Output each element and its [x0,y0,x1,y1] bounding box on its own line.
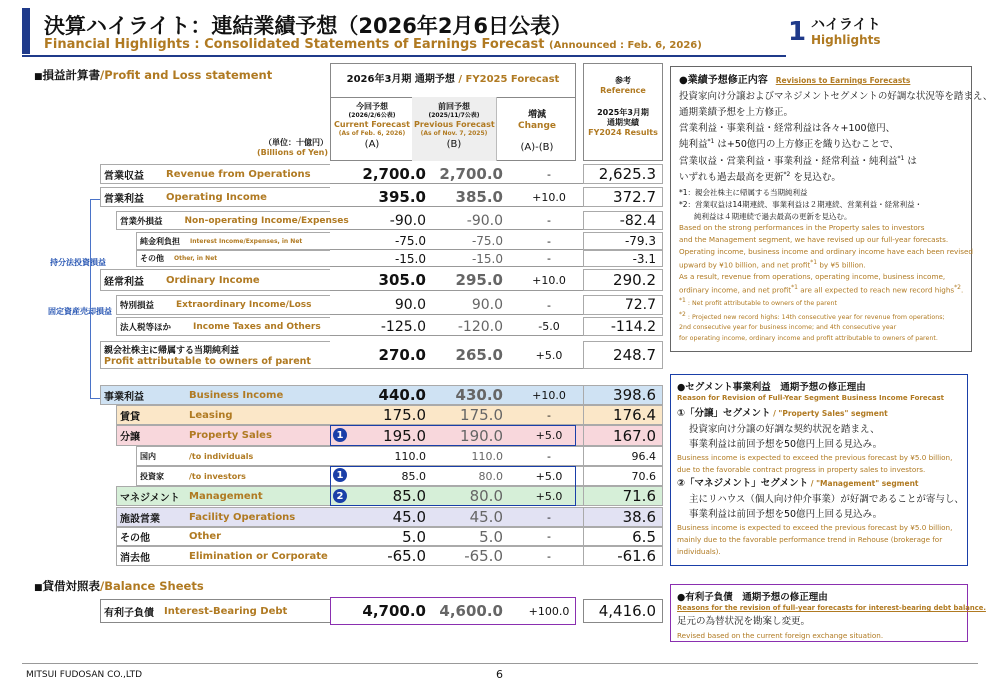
segment-reason-1-head-en: / "Property Sales" segment [770,408,888,418]
bs-title-jp: 貸借対照表 [42,579,101,593]
segment-label-en: Property Sales [189,430,272,441]
row-reference: 290.2 [613,271,656,289]
col-change-jp: 増減 [527,110,546,120]
title-accent-bar [22,8,30,54]
col-reference-en2: FY2024 Results [588,128,658,137]
header-col-divider [496,97,497,161]
row-reference: -82.4 [619,212,656,229]
col-current-jp: 今回予想 [356,102,388,111]
segment-change: +10.0 [532,388,566,402]
page-subtitle [44,37,702,52]
row-label [120,211,349,230]
col-current-tag: (A) [364,139,380,150]
panel-revisions-title [679,71,963,86]
segment-change: - [547,408,551,422]
badge-2-icon: 2 [333,489,347,503]
col-current-date: (2026/2/6公表) [348,112,396,119]
row-label-jp: 法人税等ほか [120,322,172,333]
segment-current: 5.0 [402,527,426,546]
panel-revisions-en-line: As a result, revenue from operations, operating income, business income, [679,272,946,282]
segment-label [120,405,233,425]
row-current: -90.0 [389,212,426,229]
segment-previous: 45.0 [469,508,503,526]
segment-label-en: /to individuals [189,451,254,461]
segment-row [100,385,662,405]
segment-reference: 176.4 [613,406,656,424]
row-underline [330,335,583,336]
pl-row [100,269,662,291]
bs-previous: 4,600.0 [439,602,503,620]
segment-label [120,486,263,506]
panel-revisions-note: *2：営業収益は14期連続、事業利益は２期連続、営業利益・経常利益・ [679,199,923,209]
pl-row [100,232,662,250]
row-current: 2,700.0 [362,165,426,183]
segment-current: 195.0 [383,426,426,445]
segment-reference: 398.6 [613,386,656,404]
section-label-jp: ハイライト [811,17,881,33]
segment-reference: 70.6 [631,469,656,483]
row-label [104,164,311,184]
segment-label-jp: 国内 [140,451,156,461]
row-change: +10.0 [532,273,566,287]
row-change: - [547,234,551,248]
row-underline [330,314,583,315]
col-previous-as: (As of Nov. 7, 2025) [420,129,488,137]
unit-label-jp: （単位：十億円） [264,138,328,147]
col-previous-date: (2025/11/7公表) [428,112,480,119]
segment-current: 85.0 [392,487,426,505]
connector-line [90,199,91,398]
row-label [104,341,311,369]
page-subtitle-text: Financial Highlights : Consolidated Statements of Earnings Forecast [44,37,545,52]
row-current: 90.0 [394,297,426,313]
panel-revisions-jp-line: 投資家向け分譲およびマネジメントセグメントの好調な状況等を踏まえ、 [679,91,993,102]
segment-current: 175.0 [383,406,426,424]
row-label [140,250,217,267]
segment-reference: 96.4 [631,449,656,463]
segment-change: +5.0 [535,429,563,442]
col-reference [583,76,663,138]
pl-row [100,341,662,369]
segment-reason-2-head [677,476,961,492]
segment-reason-1-head-jp: ①「分譲」セグメント [677,407,771,419]
bs-label [104,599,287,623]
panel-revisions-note: 純利益は４期連続で過去最高の更新を見込む。 [679,211,852,221]
row-previous: 385.0 [455,188,503,206]
col-current [332,102,412,152]
panel-revisions [670,66,993,352]
row-label-jp: 経常利益 [104,276,144,288]
col-reference-jp: 参考 [615,76,631,85]
segment-label [120,425,272,446]
panel-segment-reason [670,374,968,566]
panel-revisions-note: *1：親会社株主に帰属する当期純利益 [679,188,808,198]
segment-reference: 167.0 [613,426,656,445]
panel-revisions-notes [679,187,963,222]
segment-reason-2-en3: individuals). [677,547,721,557]
row-change: - [547,298,551,312]
row-previous: 295.0 [455,271,503,289]
row-label [140,232,302,250]
segment-change: - [547,549,551,563]
segment-row [100,527,662,546]
section-number: 1 [788,17,807,47]
col-change [498,110,576,154]
segment-previous: 80.0 [478,469,503,483]
header-rule [22,55,786,57]
investors-management-highlight [330,466,576,506]
segment-change: +5.0 [535,489,563,503]
row-label-en: Profit attributable to owners of parent [104,356,311,367]
segment-change: - [547,449,551,463]
row-label [120,295,312,315]
row-label-jp: 親会社株主に帰属する当期純利益 [104,346,240,356]
panel-debt-title-en: Reasons for the revision of full-year forecasts for interest-bearing debt balance. [677,604,986,612]
panel-revisions-en-line: *2 : Projected new record highs: 14th consecutive year for revenue from operations; [679,310,945,321]
pl-row [100,164,662,184]
segment-change: - [547,510,551,524]
row-previous: -120.0 [457,318,503,335]
segment-label-en: Elimination or Corporate [189,550,328,562]
unit-label-en: (Billions of Yen) [256,148,328,157]
panel-revisions-title-jp: ●業績予想修正内容 [679,75,768,86]
row-reference: -79.3 [624,234,656,248]
row-underline [330,229,583,230]
row-previous: 90.0 [471,297,503,313]
bs-title-en: /Balance Sheets [100,579,204,593]
row-label-en: Non-operating Income/Expenses [184,215,349,226]
col-change-tag: (A)-(B) [520,141,554,153]
segment-label-en: Leasing [189,409,233,421]
segment-label [140,446,254,466]
row-label [104,187,267,207]
segment-reason-2-jp2: 事業利益は前回予想を50億円上回る見込み。 [689,509,883,521]
segment-label-en: Management [189,490,263,502]
row-previous: -15.0 [471,251,503,266]
segment-reason-1-jp1: 投資家向け分譲の好調な契約状況を踏まえ、 [689,423,880,435]
panel-revisions-en-line: for operating income, ordinary income and profit attributable to owners of parent. [679,334,938,342]
row-underline [330,206,583,207]
row-label-en: Other, in Net [174,255,218,262]
row-reference: 72.7 [624,297,656,313]
panel-revisions-en-line: and the Management segment, we have revised up our full-year forecasts. [679,235,949,245]
col-previous-tag: (B) [446,139,462,150]
bs-current: 4,700.0 [362,602,426,620]
pl-title-jp: 損益計算書 [42,68,101,82]
bs-label-jp: 有利子負債 [104,607,154,619]
page-title: 決算ハイライト：連結業績予想（2026年2月6日公表） [44,14,573,38]
segment-label-jp: 事業利益 [104,391,144,403]
row-reference: -3.1 [632,251,656,266]
connector-line [90,199,100,200]
segment-label [104,385,284,405]
row-label-jp: 純金利負担 [140,236,180,246]
segment-label-jp: 分譲 [120,432,140,443]
col-reference-jp2: 通期実績 [607,118,639,127]
side-label-fixed-assets: 固定資産売却損益 [48,307,112,316]
segment-change: - [547,530,551,543]
pl-row [100,211,662,230]
row-current: -125.0 [380,318,426,335]
pl-title-en: /Profit and Loss statement [100,68,273,82]
row-reference: 372.7 [613,188,656,206]
pl-section-title [34,67,272,83]
page-number: 6 [496,668,503,681]
segment-reason-1-en2: due to the favorable contract progress in property sales to investors. [677,464,926,474]
segment-reference: -61.6 [617,547,656,565]
panel-segment-title-en: Reason for Revision of Full-Year Segment Business Income Forecast [677,394,944,402]
row-label-en: Interest Income/Expenses, in Net [190,237,303,245]
bs-change: +100.0 [528,604,570,618]
segment-previous: -65.0 [464,547,503,565]
row-change: - [547,167,551,181]
row-label-jp: 営業外損益 [120,216,163,227]
bs-row-interest-bearing-debt [100,599,662,623]
row-label-en: Extraordinary Income/Loss [176,300,312,310]
segment-reason-2-en2: mainly due to the favorable performance trend in Rehouse (brokerage for [677,535,943,545]
forecast-header-jp: 2026年3月期 通期予想 [346,74,455,85]
segment-current: -65.0 [387,547,426,565]
badge-1-icon: 1 [333,428,347,442]
segment-reason-2-jp1: 主にリハウス（個人向け仲介事業）が好調であることが寄与し、 [689,493,964,505]
segment-label-en: Business Income [189,389,284,401]
panel-segment-title-jp: ●セグメント事業利益 通期予想の修正理由 [677,382,866,393]
row-change: -5.0 [538,320,560,333]
row-current: -75.0 [394,234,426,248]
segment-change: +5.0 [535,469,563,483]
segment-reason-2-head-jp: ②「マネジメント」セグメント [677,477,809,489]
panel-debt-jp: 足元の為替状況を勘案し変更。 [677,616,811,628]
row-underline [330,183,583,184]
segment-reference: 6.5 [632,527,656,546]
segment-label [120,546,328,566]
segment-previous: 175.0 [460,406,503,424]
row-change: +10.0 [532,190,566,204]
panel-revisions-en [679,222,973,344]
panel-debt-en: Revised based on the current foreign exchange situation. [677,631,884,641]
row-label [120,317,321,336]
row-label-jp: 営業利益 [104,193,144,205]
section-label-en: Highlights [811,33,881,47]
col-previous-en: Previous Forecast [414,119,495,129]
segment-previous: 5.0 [479,527,503,546]
row-previous: -90.0 [466,212,503,229]
row-label-en: Operating Income [166,191,267,203]
row-label [104,269,260,291]
segment-label-jp: その他 [120,533,150,544]
panel-debt-reason [670,584,986,642]
panel-revisions-jp-line: 営業収益・営業利益・事業利益・経常利益・純利益$^{*1}$ は [679,154,917,167]
row-reference: 248.7 [613,346,656,364]
panel-revisions-jp-line: いずれも過去最高を更新$^{*2}$ を見込む。 [679,171,841,184]
panel-revisions-en-line: 2nd consecutive year for business income; and 4th consecutive year [679,324,897,332]
row-previous: 2,700.0 [439,165,503,183]
col-reference-jp1: 2025年3月期 [597,108,649,117]
segment-row [100,446,662,466]
panel-debt-title-jp: ●有利子負債 通期予想の修正理由 [677,592,828,603]
row-change: +5.0 [535,348,563,362]
square-bullet-icon: ■ [34,72,43,82]
col-current-en: Current Forecast [334,119,410,129]
row-underline [330,368,583,369]
footer-rule [22,663,978,664]
segment-label-en: Other [189,531,222,542]
segment-label-jp: 賃貸 [120,411,140,423]
page-subtitle-announced: (Announced : Feb. 6, 2026) [549,40,702,51]
row-previous: 265.0 [455,346,503,364]
pl-row [100,187,662,207]
segment-reason-1-head [677,406,961,422]
connector-line [90,398,100,399]
segment-previous: 430.0 [455,386,503,404]
row-change: - [547,252,551,265]
bs-section-title [34,578,204,594]
row-previous: -75.0 [471,234,503,248]
panel-revisions-en-line: ordinary income, and net profit$^{*1}$ are all expected to reach new record highs$^{*2}$. [679,283,964,295]
segment-label-en: /to investors [189,471,246,481]
panel-revisions-jp-line: 純利益$^{*1}$ は+50億円の上方修正を織り込むことで、 [679,138,899,151]
segment-row [100,405,662,425]
col-previous [414,102,494,152]
panel-revisions-en-line: Based on the strong performances in the Property sales to investors [679,223,925,233]
segment-label [120,527,222,546]
row-underline [330,266,583,267]
segment-label [140,466,246,486]
segment-current: 85.0 [401,469,426,483]
segment-row [100,507,662,527]
forecast-header [330,74,576,87]
segment-current: 440.0 [378,386,426,404]
bs-label-en: Interest-Bearing Debt [164,605,288,617]
segment-current: 110.0 [394,449,426,463]
badge-1-icon: 1 [333,468,347,482]
segment-label-jp: 消去他 [120,552,150,564]
panel-revisions-jp-line: 営業利益・事業利益・経常利益は各々+100億円、 [679,123,896,135]
pl-row [100,295,662,315]
segment-reference: 71.6 [622,487,656,505]
row-underline [330,290,583,291]
row-label-en: Ordinary Income [166,274,260,286]
col-change-en: Change [517,121,557,132]
property-sales-highlight [330,425,576,446]
segment-label-jp: 投資家 [140,471,164,481]
segment-label-jp: マネジメント [120,492,180,504]
row-label-jp: 特別損益 [120,301,155,311]
unit-label [254,138,328,158]
row-current: -15.0 [394,251,426,266]
row-label-jp: 営業収益 [104,170,144,182]
segment-reason-2-en1: Business income is expected to exceed the previous forecast by ¥5.0 billion, [677,523,953,533]
segment-label-en: Facility Operations [189,511,296,523]
row-label-jp: その他 [140,254,164,263]
panel-revisions-en-line: *1 : Net profit attributable to owners of the parent [679,297,837,308]
forecast-header-en: / FY2025 Forecast [454,74,560,85]
segment-current: 45.0 [392,508,426,526]
segment-previous: 110.0 [471,449,503,463]
row-label-en: Income Taxes and Others [193,321,321,332]
segment-reason-1-jp2: 事業利益は前回予想を50億円上回る見込み。 [689,438,883,450]
segment-row [100,546,662,566]
row-reference: 2,625.3 [598,165,656,183]
panel-revisions-jp-line: 通期業績予想を上方修正。 [679,107,794,119]
segment-previous: 190.0 [460,426,503,445]
row-current: 270.0 [378,346,426,364]
panel-revisions-en-line: Operating income, business income and ordinary income have each been revised [679,246,973,256]
footer-company: MITSUI FUDOSAN CO.,LTD [26,670,143,680]
pl-row [100,250,662,267]
panel-revisions-en-line: upward by ¥10 billion, and net profit$^{*1}$ by ¥5 billion. [679,258,866,270]
row-reference: -114.2 [610,318,656,335]
row-label-en: Revenue from Operations [166,168,311,180]
col-previous-jp: 前回予想 [438,102,470,111]
pl-row [100,317,662,336]
row-change: - [547,214,551,227]
segment-reference: 38.6 [622,508,656,526]
segment-reason-1-en1: Business income is expected to exceed the previous forecast by ¥5.0 billion, [677,453,953,463]
bs-reference: 4,416.0 [598,602,656,620]
square-bullet-icon: ■ [34,583,43,593]
segment-label [120,507,296,527]
row-current: 395.0 [378,188,426,206]
row-current: 305.0 [378,271,426,289]
segment-label-jp: 施設営業 [120,513,160,525]
side-label-equity: 持分法投資損益 [50,258,106,267]
col-current-as: (As of Feb. 6, 2026) [338,129,406,137]
panel-revisions-jp [679,89,993,186]
panel-revisions-title-en: Revisions to Earnings Forecasts [775,76,911,85]
col-reference-en: Reference [600,86,646,95]
segment-reason-2-head-en: / "Management" segment [808,478,919,488]
segment-previous: 80.0 [469,487,503,505]
